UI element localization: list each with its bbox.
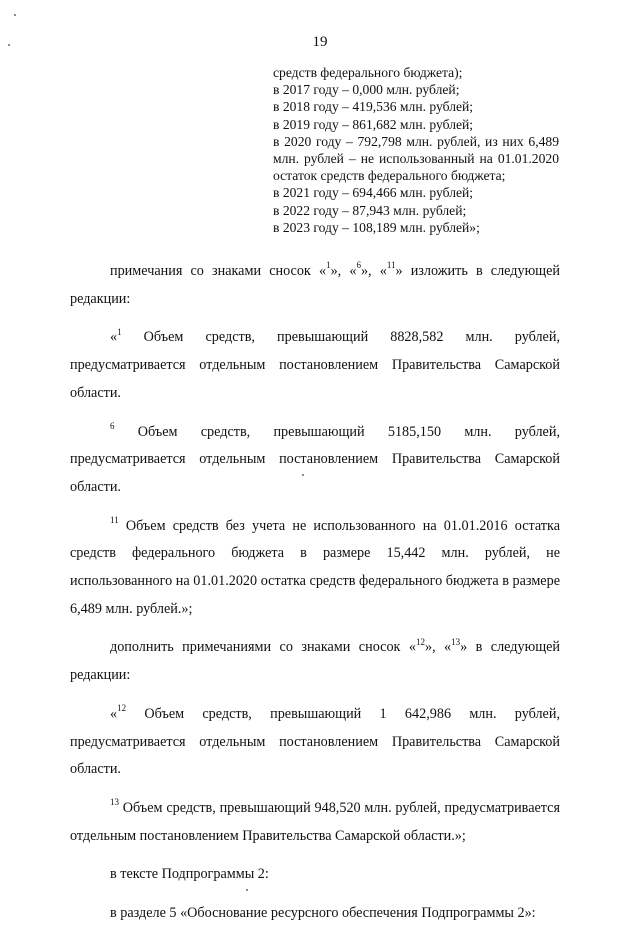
footnote-marker: 12 [415,636,425,647]
footnote-11-paragraph [70,513,560,624]
text-run: « [110,705,118,722]
budget-line: в 2021 году – 694,466 млн. рублей; [273,185,474,201]
budget-line: в 2020 году – 792,798 млн. рублей, из них 6,489 млн. рублей – не использованный на 01.01.2020 остаток средств федерального бюджета; [273,133,559,184]
footnote-text: Объем средств, превышающий 8828,582 млн. рублей, предусматривается отдельным постановлением Правительства Самарской области. [70,329,560,401]
footnote-text: Объем средств без учета не использованного на 01.01.2016 остатка средств федерального бюджета в размере 15,442 млн. рублей, не использованного на 01.01.2020 остатка средств федерального бюджета в размере 6,489 млн. рублей.»; [70,517,560,617]
text-run: « [110,329,118,346]
footnote-marker: 13 [110,797,119,808]
notes-intro-paragraph [70,258,560,313]
text-run: » в следующей редакции: [70,639,561,684]
text-run: », « [330,263,357,279]
document-body [70,258,560,928]
footnote-marker: 1 [326,260,331,271]
footnote-1-paragraph [70,324,560,407]
budget-amounts-list [273,64,559,236]
budget-line: в 2017 году – 0,000 млн. рублей; [273,82,460,98]
budget-line: в 2018 году – 419,536 млн. рублей; [273,99,474,115]
scan-speck [302,474,304,476]
section-5-paragraph: в разделе 5 «Обоснование ресурсного обеспечения Подпрограммы 2»: [110,905,536,922]
budget-line: в 2019 году – 861,682 млн. рублей; [273,116,474,132]
footnote-marker: 11 [110,514,119,525]
text-run: », « [424,639,452,656]
budget-line: в 2022 году – 87,943 млн. рублей; [273,202,467,218]
scan-speck [246,889,248,891]
footnote-marker: 11 [386,260,396,271]
footnote-text: Объем средств, превышающий 1 642,986 млн. рублей, предусматривается отдельным постановлением Правительства Самарской области. [70,705,560,778]
footnote-marker: 6 [356,260,361,271]
footnote-marker: 1 [117,326,122,337]
text-run: » изложить в следующей редакции: [70,263,560,307]
budget-line: в 2023 году – 108,189 млн. рублей»; [273,219,480,235]
footnote-marker: 6 [110,420,115,431]
footnote-13-paragraph [70,795,560,850]
text-run: », « [360,263,387,279]
footnote-6-paragraph [70,419,560,502]
scan-speck [8,44,10,46]
page-number: 19 [312,34,328,50]
scan-speck [14,14,16,16]
add-notes-intro-paragraph [70,634,560,689]
footnote-text: Объем средств, превышающий 5185,150 млн. рублей, предусматривается отдельным постановлением Правительства Самарской области. [70,423,560,495]
subprogram-text-paragraph: в тексте Подпрограммы 2: [110,866,269,883]
footnote-text: Объем средств, превышающий 948,520 млн. рублей, предусматривается отдельным постановлением Правительства Самарской области.»; [70,799,560,844]
text-run: примечания со знаками сносок « [110,263,327,279]
footnote-marker: 12 [117,703,127,714]
footnote-marker: 13 [451,636,461,647]
text-run: дополнить примечаниями со знаками сносок « [110,639,416,656]
footnote-12-paragraph [70,701,560,784]
budget-line: средств федерального бюджета); [273,65,463,80]
